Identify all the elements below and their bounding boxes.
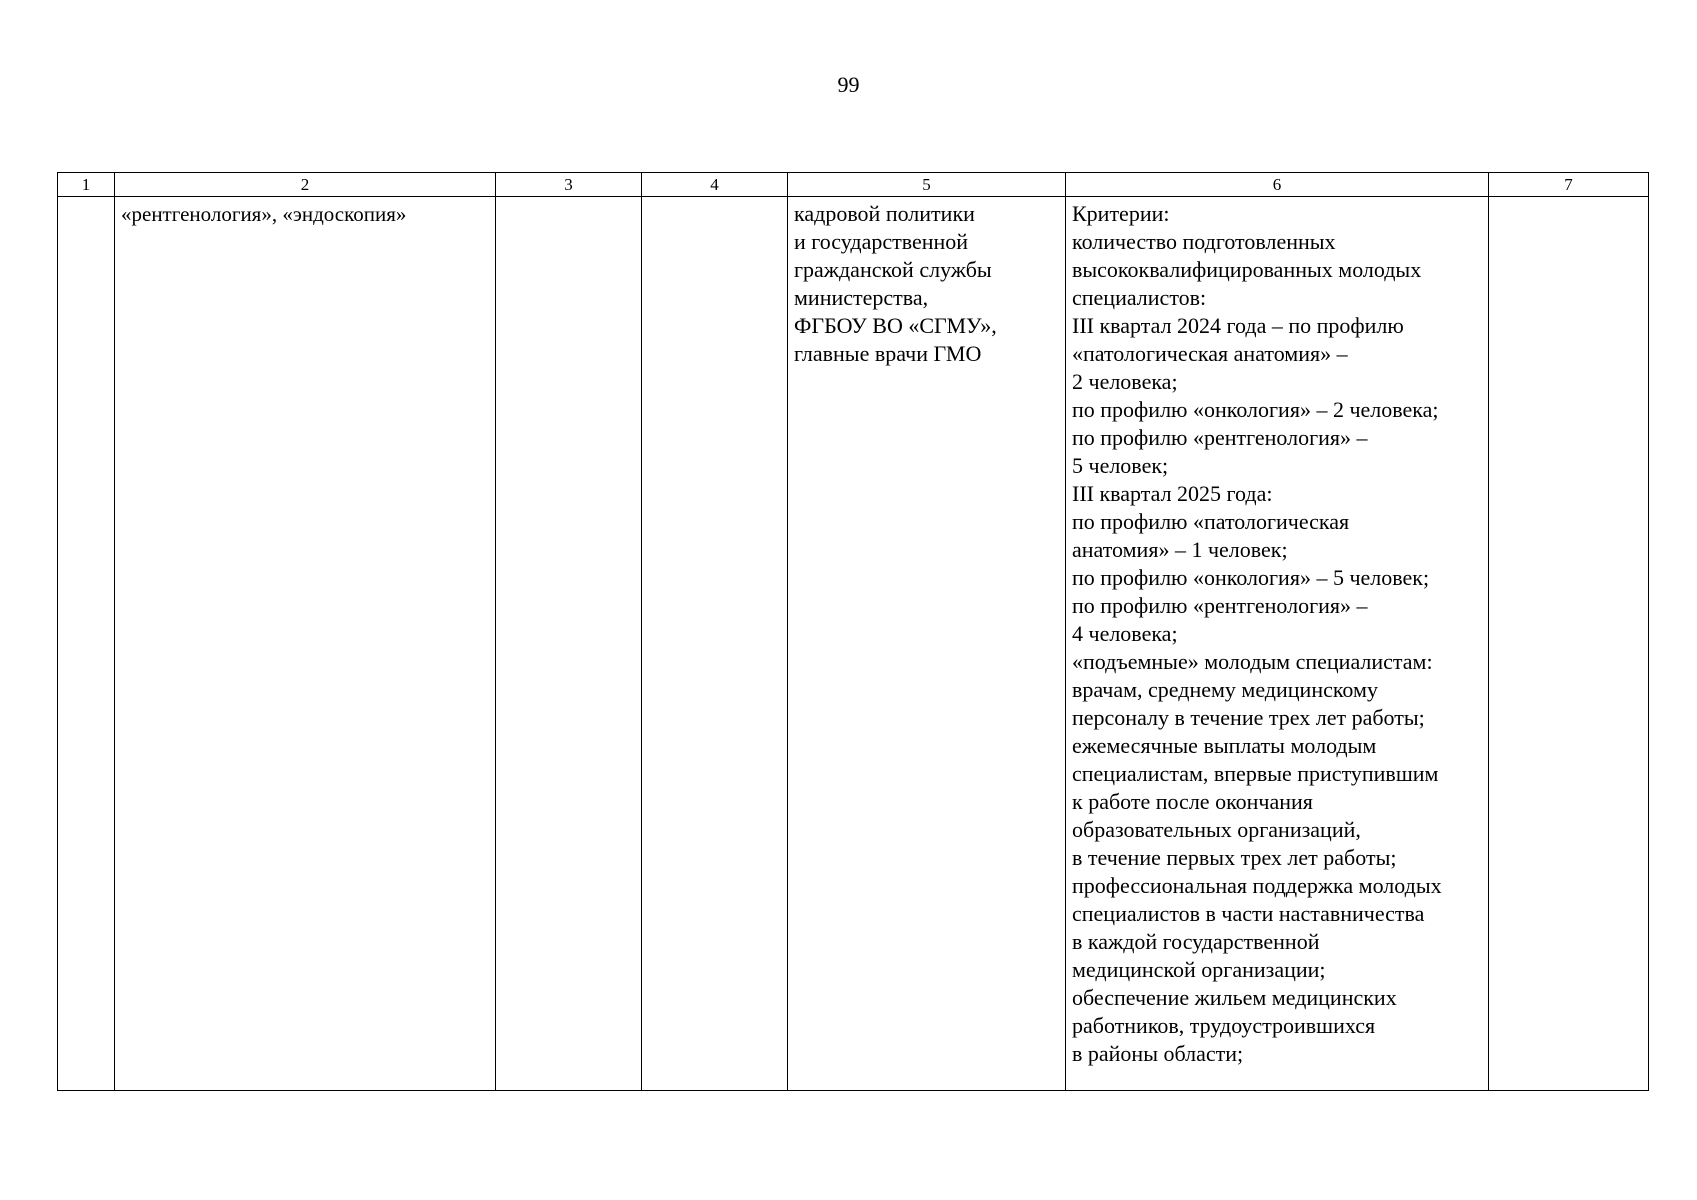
cell-col2 [115, 197, 496, 1091]
cell-col7 [1489, 197, 1649, 1091]
column-header-6: 6 [1066, 173, 1489, 197]
cell-col4 [642, 197, 788, 1091]
text-line: «подъемные» молодым специалистам: [1072, 649, 1433, 674]
column-header-2: 2 [115, 173, 496, 197]
text-line: по профилю «онкология» – 5 человек; [1072, 565, 1430, 590]
text-line: по профилю «рентгенология» – [1072, 593, 1368, 618]
text-line: персоналу в течение трех лет работы; [1072, 705, 1425, 730]
column-header-7: 7 [1489, 173, 1649, 197]
text-line: «патологическая анатомия» – [1072, 341, 1348, 366]
document-table [57, 172, 1649, 1091]
text-line: III квартал 2024 года – по профилю [1072, 313, 1404, 338]
text-line: специалистов: [1072, 285, 1207, 310]
text-line: в районы области; [1072, 1041, 1244, 1066]
text-line: анатомия» – 1 человек; [1072, 537, 1288, 562]
text-line: высококвалифицированных молодых [1072, 257, 1422, 282]
text-line: III квартал 2025 года: [1072, 481, 1273, 506]
text-line: главные врачи ГМО [794, 341, 982, 366]
text-line: по профилю «патологическая [1072, 509, 1350, 534]
text-line: образовательных организаций, [1072, 817, 1361, 842]
text-line: врачам, среднему медицинскому [1072, 677, 1378, 702]
column-header-3: 3 [496, 173, 642, 197]
column-header-1: 1 [58, 173, 115, 197]
column-header-5: 5 [788, 173, 1066, 197]
cell-col6 [1066, 197, 1489, 1091]
cell-col1 [58, 197, 115, 1091]
table-header-row [58, 173, 1649, 197]
text-line: по профилю «онкология» – 2 человека; [1072, 397, 1439, 422]
text-line: 4 человека; [1072, 621, 1178, 646]
text-line: Критерии: [1072, 201, 1170, 226]
page-number: 99 [837, 72, 860, 97]
text-line: работников, трудоустроившихся [1072, 1013, 1376, 1038]
text-line: 5 человек; [1072, 453, 1169, 478]
text-line: медицинской организации; [1072, 957, 1326, 982]
text-line: к работе после окончания [1072, 789, 1313, 814]
text-line: и государственной [794, 229, 969, 254]
text-line: министерства, [794, 285, 929, 310]
text-line: специалистов в части наставничества [1072, 901, 1425, 926]
text-line: ФГБОУ ВО «СГМУ», [794, 313, 997, 338]
text-line: специалистам, впервые приступившим [1072, 761, 1439, 786]
text-line: ежемесячные выплаты молодым [1072, 733, 1377, 758]
text-line: гражданской службы [794, 257, 992, 282]
text-line: в течение первых трех лет работы; [1072, 845, 1397, 870]
text-line: в каждой государственной [1072, 929, 1320, 954]
text-line: по профилю «рентгенология» – [1072, 425, 1368, 450]
cell-col5 [788, 197, 1066, 1091]
text-line: кадровой политики [794, 201, 975, 226]
column-header-4: 4 [642, 173, 788, 197]
table-row [58, 197, 1649, 1091]
text-line: количество подготовленных [1072, 229, 1336, 254]
text-line: «рентгенология», «эндоскопия» [121, 202, 407, 226]
text-line: 2 человека; [1072, 369, 1178, 394]
text-line: обеспечение жильем медицинских [1072, 985, 1397, 1010]
text-line: профессиональная поддержка молодых [1072, 873, 1442, 898]
cell-col3 [496, 197, 642, 1091]
